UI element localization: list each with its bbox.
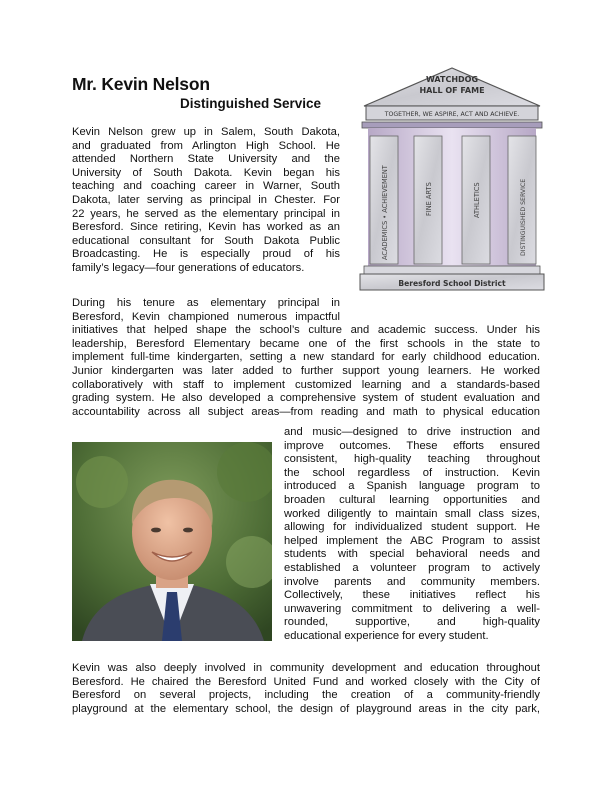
logo-motto: TOGETHER, WE ASPIRE, ACT AND ACHIEVE. bbox=[384, 111, 520, 118]
text-line: and music—designed to drive instruction and bbox=[284, 426, 540, 438]
text-line: During his tenure as elementary principal in bbox=[72, 297, 340, 309]
text-line: unwavering commitment to delivering a well- bbox=[284, 602, 540, 615]
text-line: Kevin Nelson grew up in Salem, South Dakota, bbox=[72, 126, 340, 138]
text-line: Beresford, Kevin championed numerous impactful bbox=[72, 310, 340, 323]
text-line: allowing for individualized student support. He bbox=[284, 521, 540, 534]
logo-base-text: Beresford School District bbox=[398, 279, 506, 288]
pillar-label-service: DISTINGUISHED SERVICE bbox=[520, 178, 527, 256]
text-line: involve parents and community members. bbox=[284, 575, 540, 588]
text-line: grading system. He also developed a comprehensive system of student evaluation and bbox=[72, 392, 540, 405]
text-line: broaden cultural learning opportunities and bbox=[284, 493, 540, 506]
base-step-top bbox=[364, 266, 540, 274]
text-line: educational consultant for South Dakota Public bbox=[72, 234, 340, 247]
text-line: Dakota, later serving as principal in Chester. For bbox=[72, 193, 340, 206]
text-line: teaching and coaching career in Warner, South bbox=[72, 180, 340, 193]
text-line: Beresford. He chaired the Beresford United Fund and worked closely with the City of bbox=[72, 675, 540, 688]
text-line: and graduated from Arlington High School. He bbox=[72, 139, 340, 152]
text-line: implement full-time kindergarten, setting a new standard for early childhood education. bbox=[72, 351, 540, 364]
text-line: the school regardless of instruction. Kevin bbox=[284, 466, 540, 479]
text-line: Beresford. Since retiring, Kevin has worked as an bbox=[72, 221, 340, 234]
text-line: worked diligently to maintain small class sizes, bbox=[284, 507, 540, 520]
pillar-label-academics: ACADEMICS • ACHIEVEMENT bbox=[381, 165, 389, 260]
bio-paragraph-1 bbox=[72, 126, 340, 276]
text-line: educational experience for every student. bbox=[284, 629, 489, 642]
hall-of-fame-logo bbox=[356, 66, 548, 298]
text-line: Broadcasting. He is especially proud of his bbox=[72, 248, 340, 261]
text-line: established a volunteer program to actively bbox=[284, 561, 540, 574]
text-line: consistent, high-quality teaching throughout bbox=[284, 453, 540, 466]
pillar-label-fine-arts: FINE ARTS bbox=[425, 182, 433, 216]
bio-paragraph-2 bbox=[72, 297, 540, 419]
pillar-label-athletics: ATHLETICS bbox=[473, 182, 481, 218]
logo-top-line2: HALL OF FAME bbox=[419, 86, 485, 95]
text-line: Junior kindergarten was later added to further support young learners. He worked bbox=[72, 364, 540, 377]
text-line: initiatives that helped shape the school’s culture and academic success. Under his bbox=[72, 324, 540, 337]
text-line: rounded, supportive, and high-quality bbox=[284, 616, 540, 629]
text-line: introduced a Spanish language program to bbox=[284, 480, 540, 493]
entablature bbox=[362, 122, 542, 128]
text-line: leadership, Beresford Elementary became one of the first schools in the state to bbox=[72, 337, 540, 350]
text-line: attended Northern State University and the bbox=[72, 153, 340, 166]
text-line: Kevin was also deeply involved in community development and education throughout bbox=[72, 662, 540, 674]
text-line: collaboratively with staff to implement customized learning and a standards-based bbox=[72, 378, 540, 391]
logo-top-line1: WATCHDOG bbox=[425, 75, 479, 84]
text-line: Collectively, these initiatives reflect his bbox=[284, 589, 540, 602]
bio-paragraph-4 bbox=[72, 662, 540, 716]
text-line: Beresford on several projects, including the creation of a community-friendly bbox=[72, 689, 540, 702]
text-line: students with special behavioral needs and bbox=[284, 548, 540, 561]
text-line: family’s legacy—four generations of educators. bbox=[72, 261, 305, 274]
bio-paragraph-3 bbox=[284, 426, 540, 644]
portrait-image bbox=[72, 442, 272, 641]
text-line: accountability across all subject areas—from reading and math to physical education bbox=[72, 405, 540, 418]
text-line: improve outcomes. These efforts ensured bbox=[284, 439, 540, 452]
text-line: University of South Dakota. Kevin began his bbox=[72, 166, 340, 179]
text-line: playground at the elementary school, the design of playground areas in the city park, bbox=[72, 702, 540, 715]
text-line: helped implement the ABC Program to assist bbox=[284, 534, 540, 547]
text-line: 22 years, he served as the elementary principal in bbox=[72, 207, 340, 220]
portrait-photo bbox=[72, 442, 272, 641]
page-title: Mr. Kevin Nelson bbox=[72, 74, 210, 94]
award-subtitle: Distinguished Service bbox=[180, 96, 322, 111]
